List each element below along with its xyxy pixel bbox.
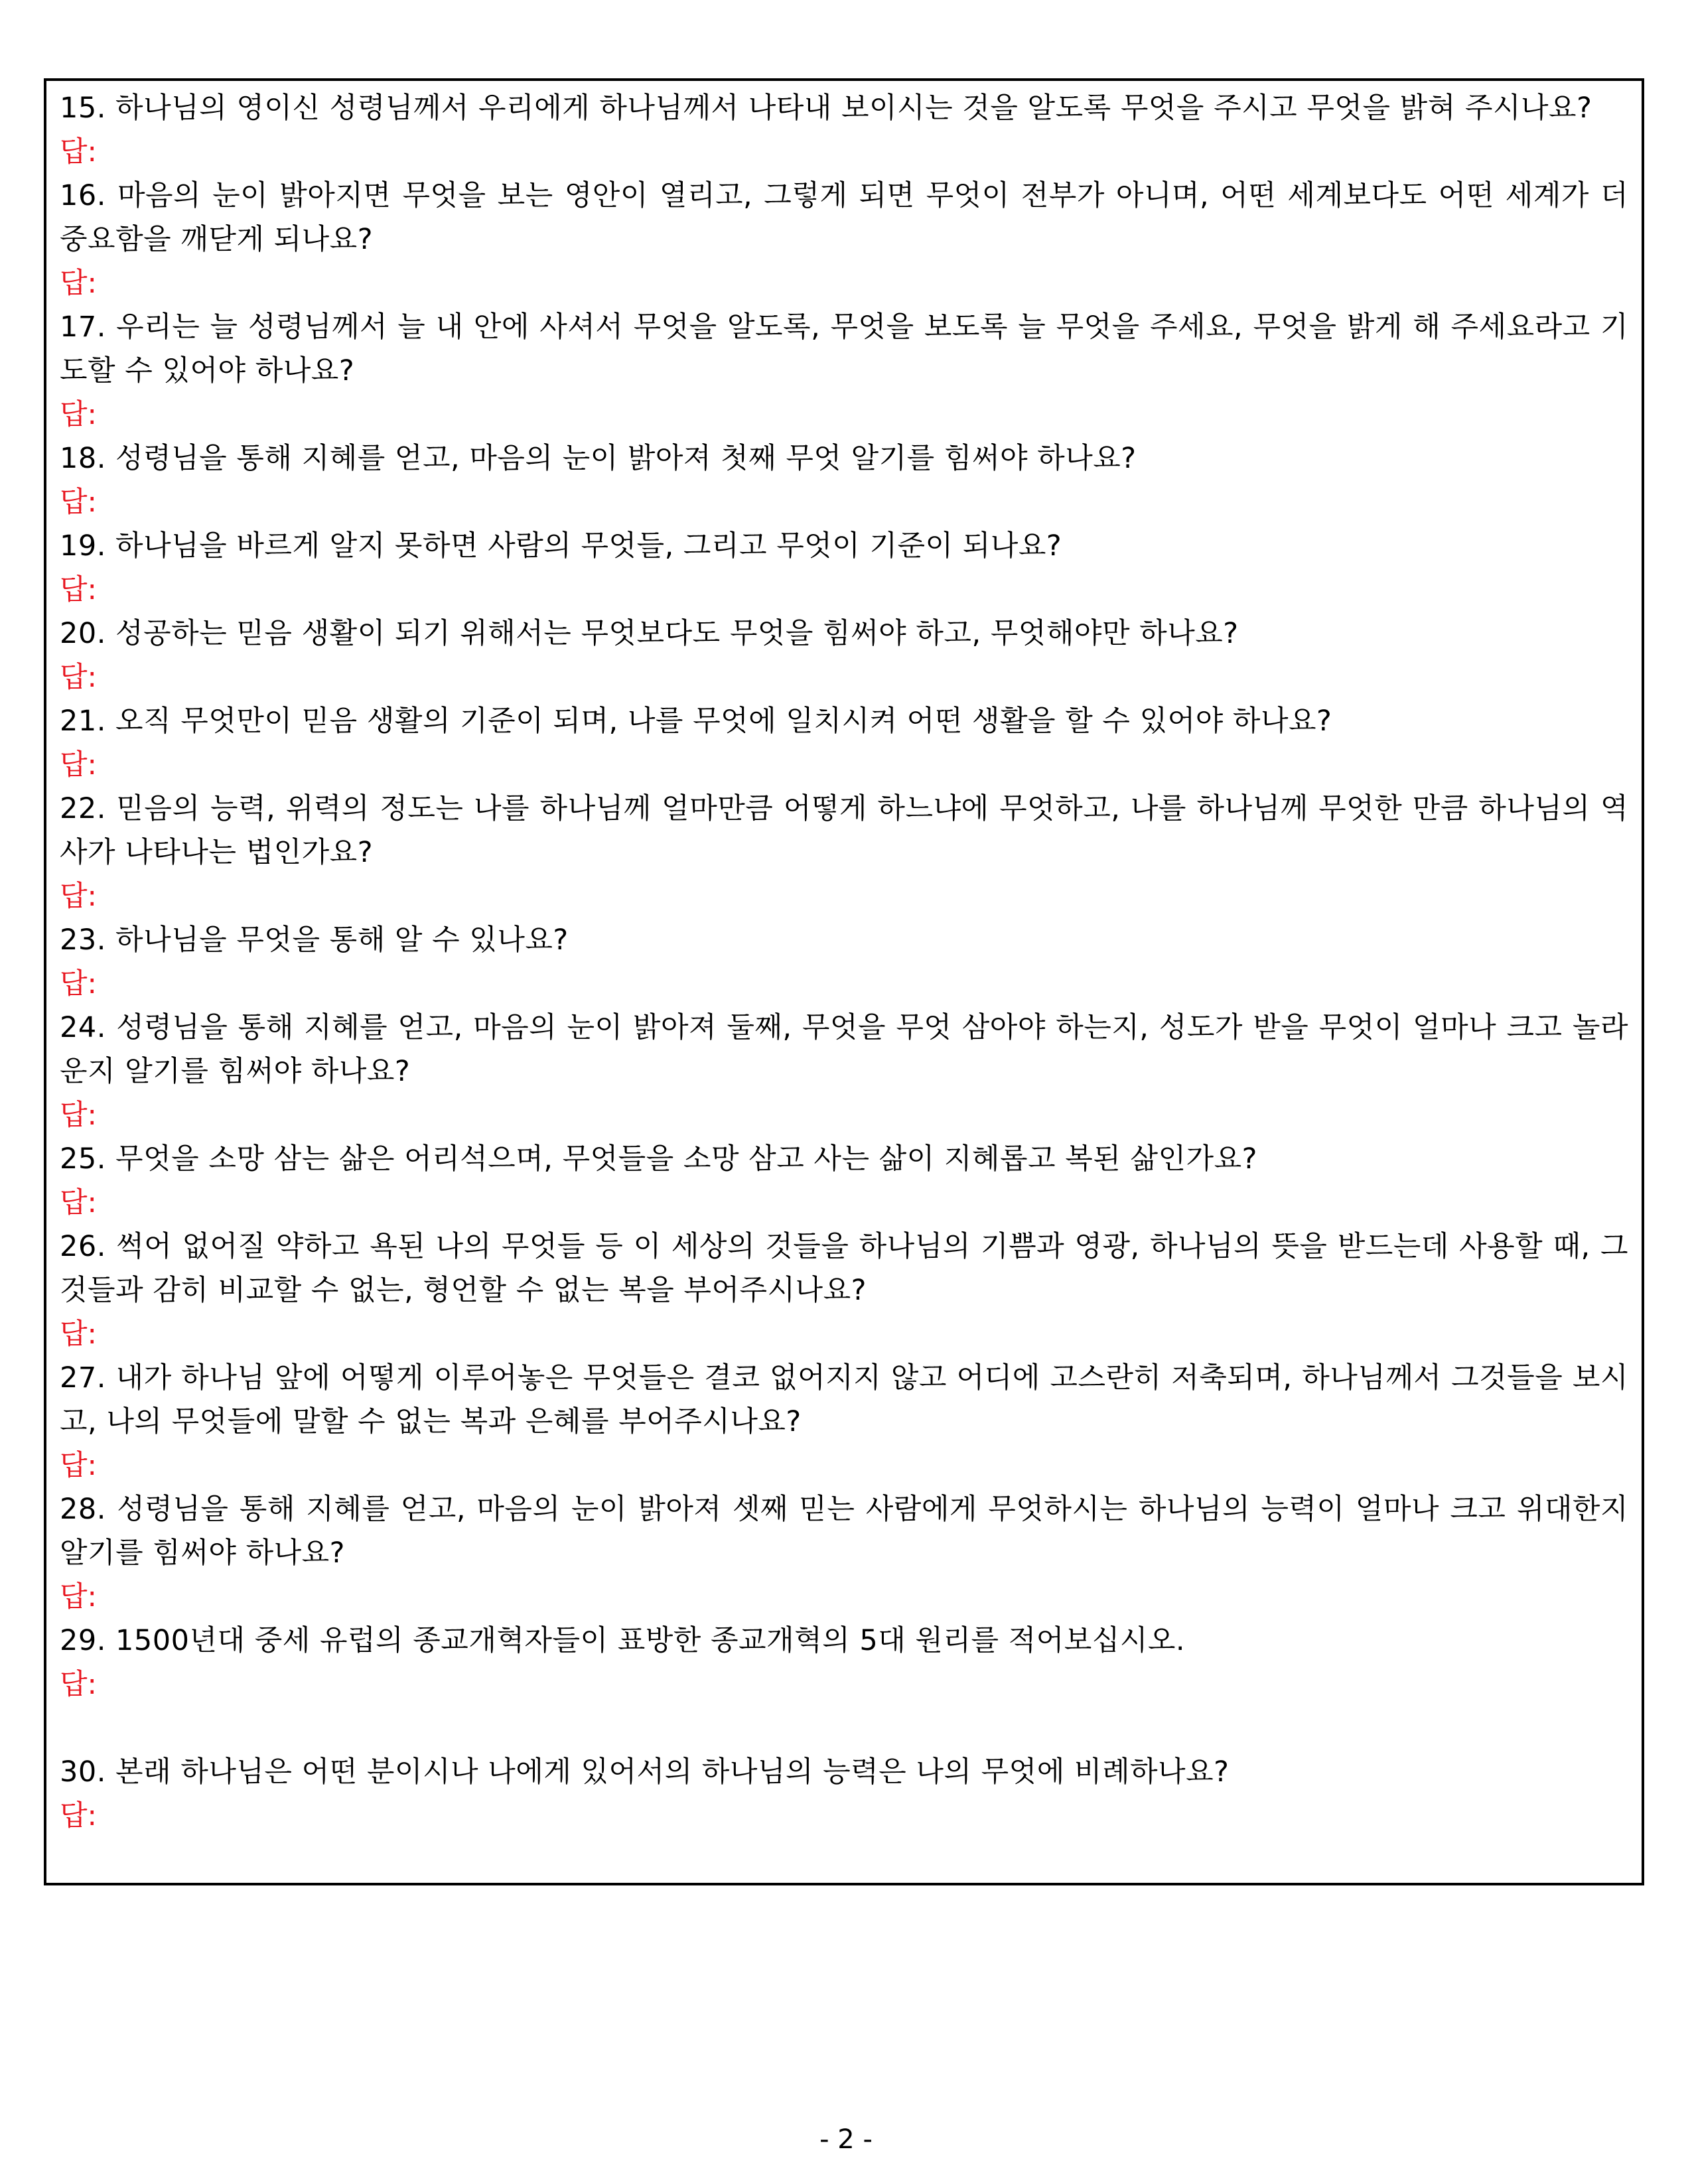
answer-label: 답: (60, 1318, 98, 1351)
question-text: 29. 1500년대 중세 유럽의 종교개혁자들이 표방한 종교개혁의 5대 원리를 적어보십시오. (60, 1624, 1186, 1657)
question-item-24 (60, 1006, 1628, 1137)
question-item-18 (60, 437, 1628, 524)
answer-label: 답: (60, 1580, 98, 1613)
page-number: - 2 - (819, 2124, 873, 2155)
question-item-23 (60, 918, 1628, 1006)
question-item-17 (60, 305, 1628, 437)
question-text: 20. 성공하는 믿음 생활이 되기 위해서는 무엇보다도 무엇을 힘써야 하고, 무엇해야만 하나요? (60, 617, 1239, 650)
question-item-15 (60, 86, 1628, 174)
answer-label: 답: (60, 267, 98, 300)
answer-label: 답: (60, 880, 98, 913)
question-text: 27. 내가 하나님 앞에 어떻게 이루어놓은 무엇들은 결코 없어지지 않고 어디에 고스란히 저축되며, 하나님께서 그것들을 보시고, 나의 무엇들에 말할 수 없는 복과 은혜를 부어주시나요? (60, 1361, 1628, 1438)
question-answer-box (44, 78, 1644, 1885)
question-text: 28. 성령님을 통해 지혜를 얻고, 마음의 눈이 밝아져 셋째 믿는 사람에게 무엇하시는 하나님의 능력이 얼마나 크고 위대한지 알기를 힘써야 하나요? (60, 1493, 1628, 1570)
answer-label: 답: (60, 486, 98, 519)
question-item-22 (60, 787, 1628, 918)
answer-label: 답: (60, 573, 98, 606)
question-text: 24. 성령님을 통해 지혜를 얻고, 마음의 눈이 밝아져 둘째, 무엇을 무엇 삼아야 하는지, 성도가 받을 무엇이 얼마나 크고 놀라운지 알기를 힘써야 하나요? (60, 1011, 1628, 1088)
answer-label: 답: (60, 1799, 98, 1832)
question-text: 30. 본래 하나님은 어떤 분이시나 나에게 있어서의 하나님의 능력은 나의 무엇에 비례하나요? (60, 1755, 1230, 1789)
question-text: 23. 하나님을 무엇을 통해 알 수 있나요? (60, 923, 569, 957)
question-text: 22. 믿음의 능력, 위력의 정도는 나를 하나님께 얼마만큼 어떻게 하느냐에 무엇하고, 나를 하나님께 무엇한 만큼 하나님의 역사가 나타나는 법인가요? (60, 792, 1628, 869)
question-item-26 (60, 1225, 1628, 1356)
question-text: 21. 오직 무엇만이 믿음 생활의 기준이 되며, 나를 무엇에 일치시켜 어떤 생활을 할 수 있어야 하나요? (60, 705, 1332, 738)
answer-label: 답: (60, 661, 98, 694)
question-item-30 (60, 1750, 1628, 1838)
question-text: 25. 무엇을 소망 삼는 삶은 어리석으며, 무엇들을 소망 삼고 사는 삶이 지혜롭고 복된 삶인가요? (60, 1142, 1257, 1176)
question-item-16 (60, 174, 1628, 305)
answer-label: 답: (60, 1668, 98, 1701)
question-item-21 (60, 699, 1628, 787)
question-item-20 (60, 612, 1628, 699)
question-text: 19. 하나님을 바르게 알지 못하면 사람의 무엇들, 그리고 무엇이 기준이 되나요? (60, 529, 1062, 563)
question-text: 18. 성령님을 통해 지혜를 얻고, 마음의 눈이 밝아져 첫째 무엇 알기를 힘써야 하나요? (60, 442, 1137, 475)
question-text: 16. 마음의 눈이 밝아지면 무엇을 보는 영안이 열리고, 그렇게 되면 무엇이 전부가 아니며, 어떤 세계보다도 어떤 세계가 더 중요함을 깨닫게 되나요? (60, 179, 1628, 256)
question-text: 15. 하나님의 영이신 성령님께서 우리에게 하나님께서 나타내 보이시는 것을 알도록 무엇을 주시고 무엇을 밝혀 주시나요? (60, 92, 1592, 125)
question-item-25 (60, 1137, 1628, 1225)
answer-label: 답: (60, 967, 98, 1000)
question-item-28 (60, 1487, 1628, 1619)
question-text: 17. 우리는 늘 성령님께서 늘 내 안에 사셔서 무엇을 알도록, 무엇을 보도록 늘 무엇을 주세요, 무엇을 밝게 해 주세요라고 기도할 수 있어야 하나요? (60, 310, 1628, 387)
answer-label: 답: (60, 135, 98, 169)
answer-label: 답: (60, 1186, 98, 1219)
answer-label: 답: (60, 1449, 98, 1482)
answer-label: 답: (60, 748, 98, 782)
question-text: 26. 썩어 없어질 약하고 욕된 나의 무엇들 등 이 세상의 것들을 하나님의 기쁨과 영광, 하나님의 뜻을 받드는데 사용할 때, 그것들과 감히 비교할 수 없는, 형언할 수 없는 복을 부어주시나요? (60, 1230, 1628, 1307)
question-item-27 (60, 1356, 1628, 1487)
question-item-29 (60, 1619, 1628, 1706)
question-item-19 (60, 524, 1628, 612)
answer-label: 답: (60, 1099, 98, 1132)
answer-label: 답: (60, 398, 98, 431)
